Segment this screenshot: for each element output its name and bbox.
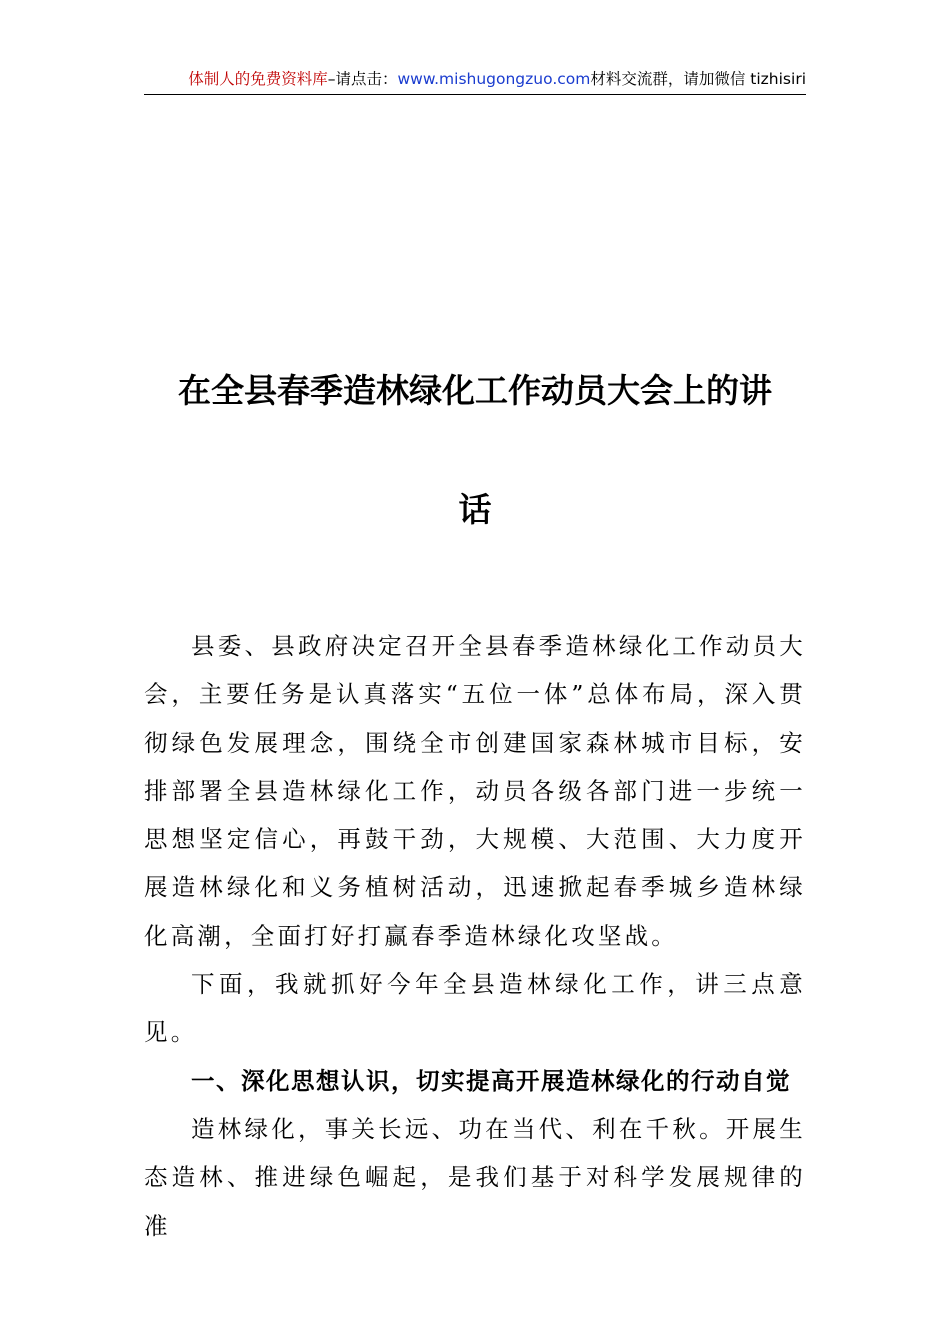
page-header: [144, 68, 806, 95]
document-body: [144, 622, 806, 1250]
header-url-link[interactable]: www.mishugongzuo.com: [397, 70, 591, 88]
paragraph-intro: 县委、县政府决定召开全县春季造林绿化工作动员大会，主要任务是认真落实“五位一体”总体布局，深入贯彻绿色发展理念，围绕全市创建国家森林城市目标，安排部署全县造林绿化工作，动员各级各部门进一步统一思想坚定信心，再鼓干劲，大规模、大范围、大力度开展造林绿化和义务植树活动，迅速掀起春季城乡造林绿化高潮，全面打好打赢春季造林绿化攻坚战。: [144, 632, 806, 950]
paragraph-section-1: 造林绿化，事关长远、功在当代、利在千秋。开展生态造林、推进绿色崛起，是我们基于对科学发展规律的准: [144, 1114, 806, 1240]
document-title-line-2: 话: [458, 490, 492, 529]
header-brand: 体制人的免费资料库: [188, 70, 328, 88]
section-heading-1: 一、深化思想认识，切实提高开展造林绿化的行动自觉: [191, 1066, 791, 1095]
paragraph-outline: 下面，我就抓好今年全县造林绿化工作，讲三点意见。: [144, 970, 806, 1047]
header-suffix: 材料交流群，请加微信 tizhisiri: [590, 70, 806, 88]
document-title-line-1: 在全县春季造林绿化工作动员大会上的讲: [178, 371, 772, 410]
header-prompt: –请点击：: [327, 70, 398, 88]
